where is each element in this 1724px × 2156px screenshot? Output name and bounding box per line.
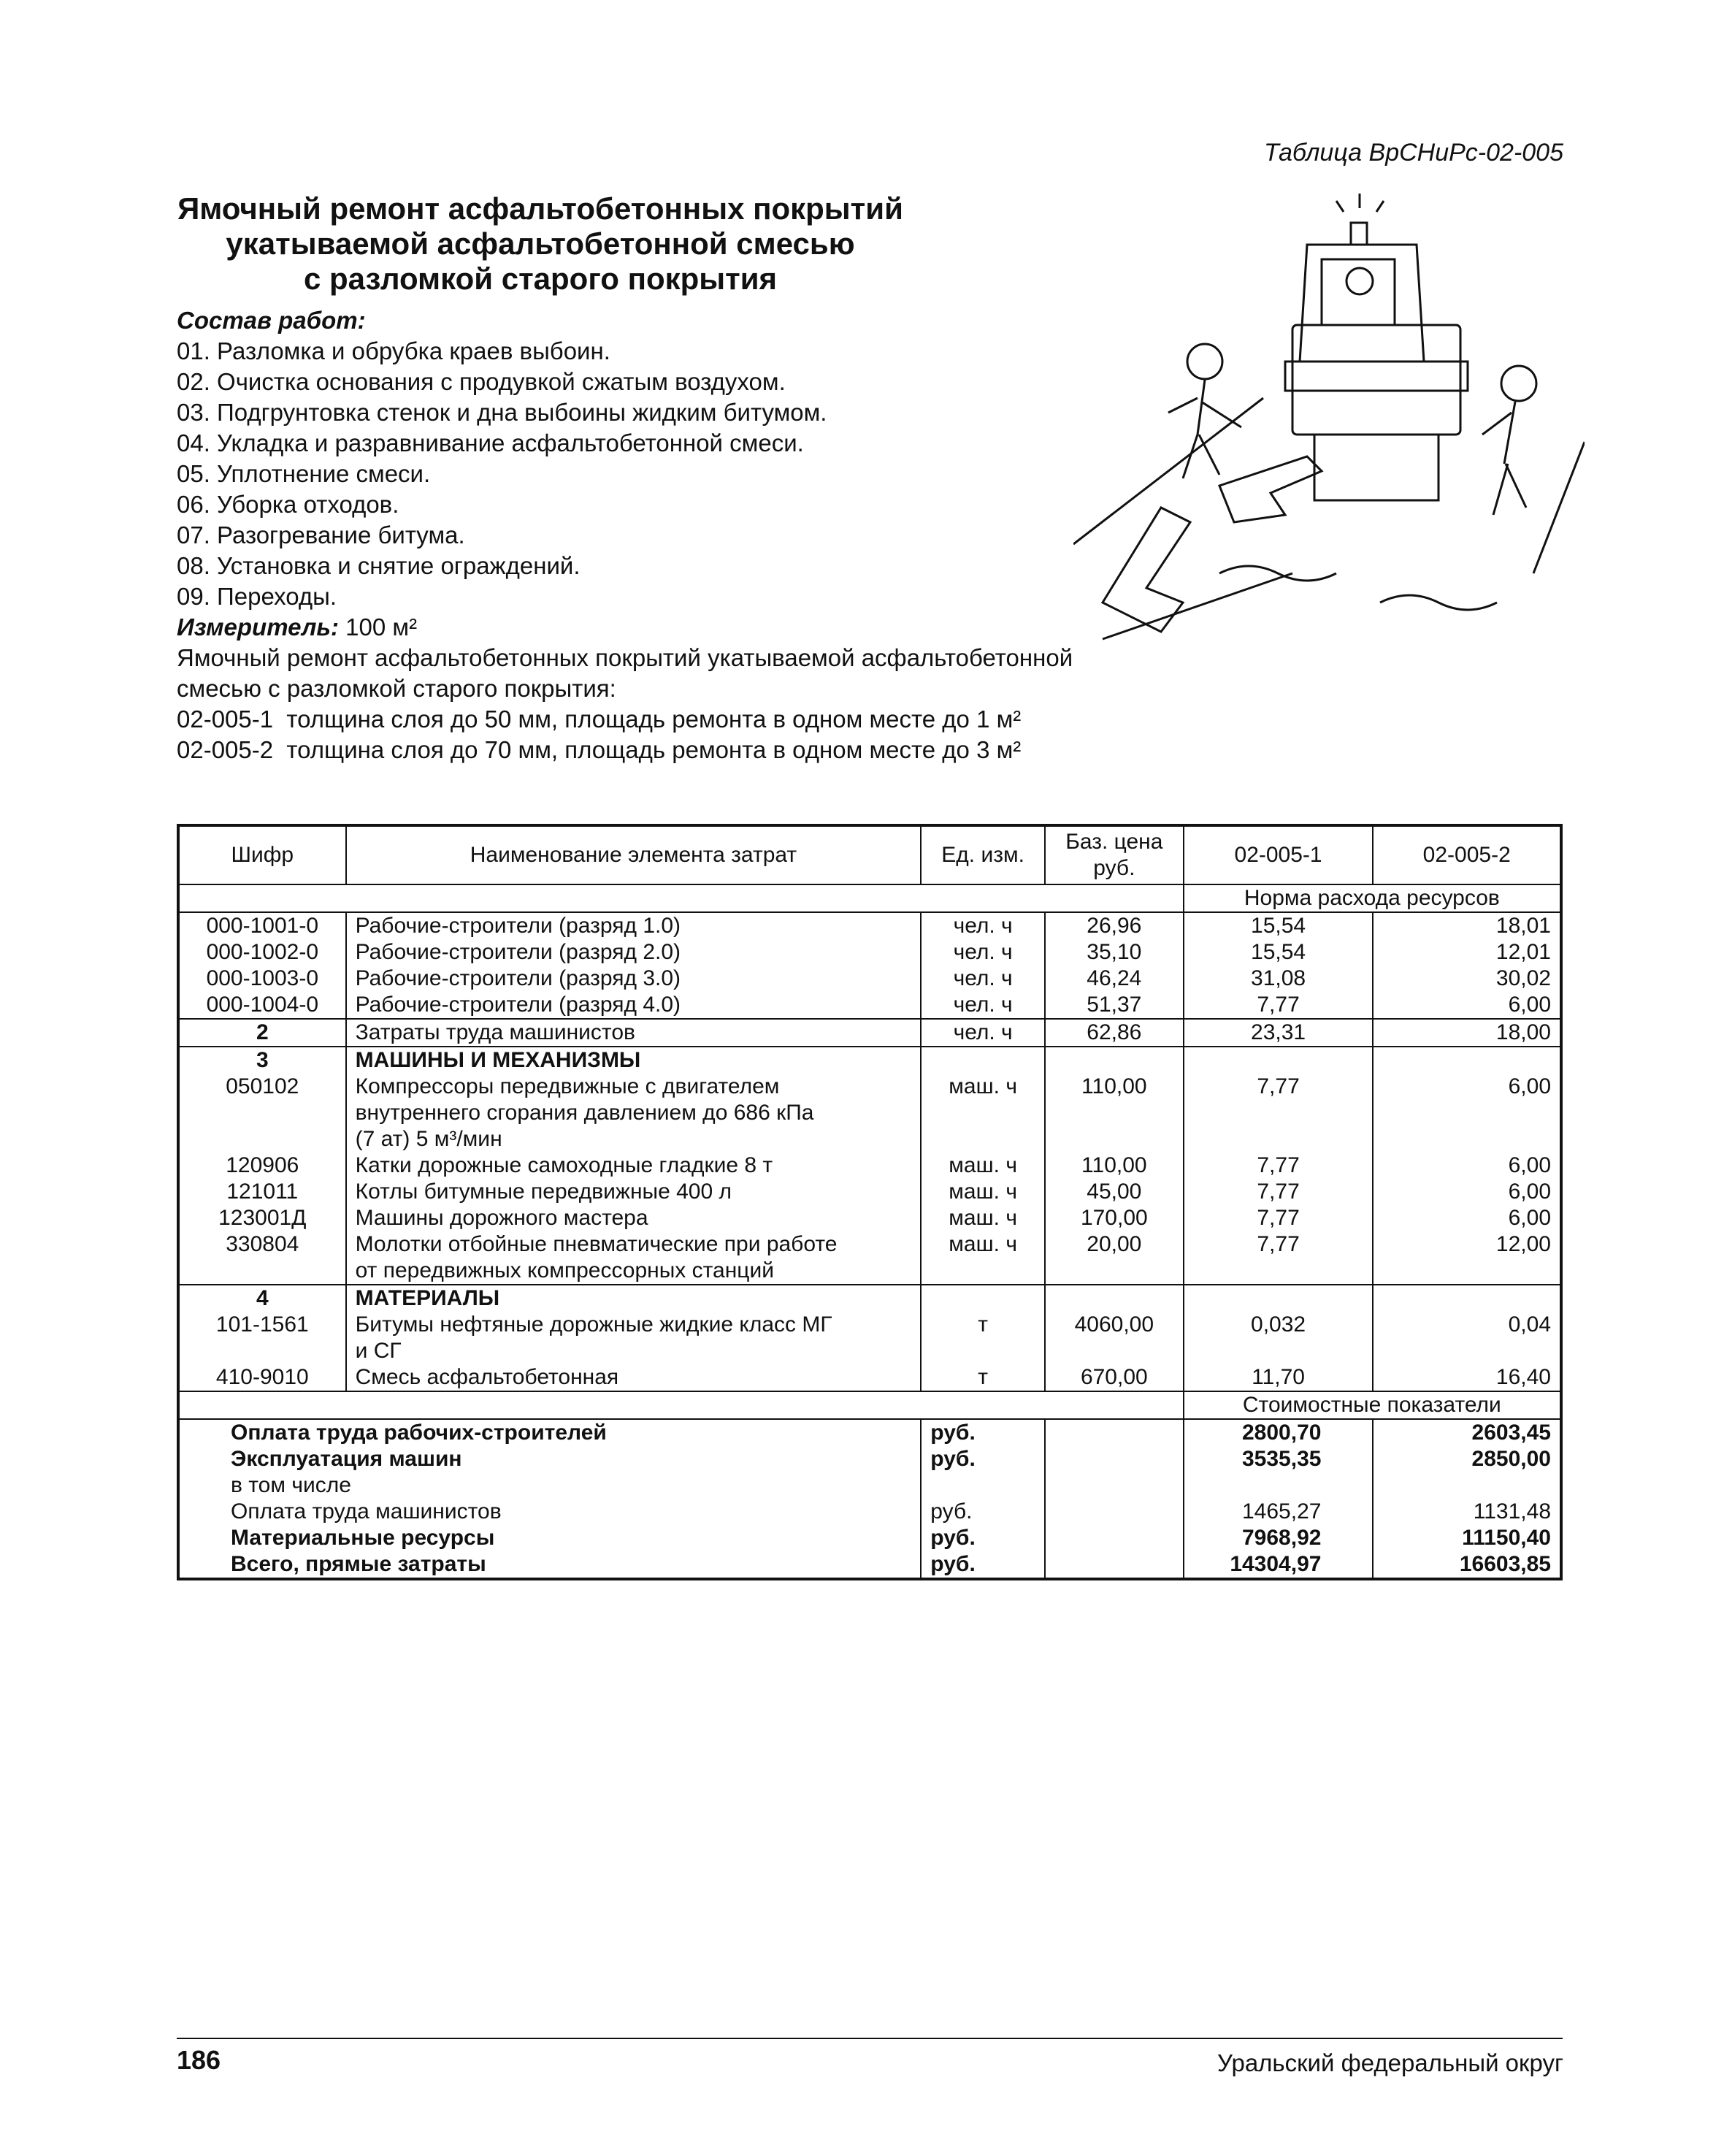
cell-code: 410-9010 <box>215 1365 309 1389</box>
roller-drum <box>1285 362 1468 391</box>
name-line: от передвижных компрессорных станций <box>355 1258 774 1282</box>
cost-v2: 2850,00 <box>1373 1446 1561 1472</box>
variant-line: 02-005-1 толщина слоя до 50 мм, площадь ремонта в одном месте до 1 м² <box>177 706 1022 733</box>
cell-name: Затраты труда машинистов <box>346 1019 922 1047</box>
cost-v1 <box>1184 1472 1374 1499</box>
header-variant-2: 02-005-2 <box>1373 825 1561 884</box>
cost-name: в том числе <box>231 1473 351 1497</box>
table-row <box>178 939 1561 966</box>
cell-code: 121011 <box>226 1180 299 1204</box>
region-name: Уральский федеральный округ <box>1217 2049 1563 2076</box>
meter-label: Измеритель: <box>177 613 339 641</box>
header-price: Баз. цена руб. <box>1045 825 1184 884</box>
cost-name: Эксплуатация машин <box>231 1447 462 1471</box>
work-item: 08. Установка и снятие ограждений. <box>177 552 581 579</box>
description-line: смесью с разломкой старого покрытия: <box>177 675 616 702</box>
cell-code: 330804 <box>226 1232 299 1256</box>
cell-code: 000-1002-0 <box>206 940 319 964</box>
norms-label-row <box>178 884 1561 912</box>
cell-v1: 15,54 <box>1184 939 1374 966</box>
table-row <box>178 1152 1561 1179</box>
cost-label-row <box>178 1391 1561 1419</box>
cost-row <box>178 1525 1561 1551</box>
title-line-1: Ямочный ремонт асфальтобетонных покрытий <box>177 191 903 226</box>
cell-name: Смесь асфальтобетонная <box>346 1364 922 1391</box>
cell-price: 4060,00 <box>1045 1312 1184 1364</box>
cell-v2: 6,00 <box>1373 1074 1561 1152</box>
cost-unit: руб. <box>921 1499 1045 1525</box>
cell-price: 26,96 <box>1045 912 1184 939</box>
cell-v1: 15,54 <box>1184 912 1374 939</box>
table-header-row <box>178 825 1561 884</box>
meter-line <box>177 612 1257 643</box>
cell-code: 2 <box>178 1019 346 1047</box>
norms-label: Норма расхода ресурсов <box>1184 884 1561 912</box>
table-row <box>178 1312 1561 1364</box>
section-header-row <box>178 1285 1561 1312</box>
header-code: Шифр <box>178 825 346 884</box>
cell-v2: 18,01 <box>1373 912 1561 939</box>
cell-unit: чел. ч <box>921 912 1045 939</box>
roller-body <box>1292 325 1460 435</box>
cell-v1: 7,77 <box>1184 1205 1374 1231</box>
cost-row <box>178 1419 1561 1446</box>
cell-unit: т <box>921 1312 1045 1364</box>
norms-table <box>177 824 1563 1580</box>
cost-v1: 14304,97 <box>1184 1551 1374 1579</box>
cell-v1: 0,032 <box>1184 1312 1374 1364</box>
cell-unit: маш. ч <box>921 1205 1045 1231</box>
name-line: внутреннего сгорания давлением до 686 кПа <box>355 1101 814 1125</box>
cell-v1: 7,77 <box>1184 992 1374 1019</box>
cell-v1: 7,77 <box>1184 1074 1374 1152</box>
cell-unit: чел. ч <box>921 966 1045 992</box>
cell-v2: 6,00 <box>1373 1179 1561 1205</box>
table-row <box>178 1019 1561 1047</box>
name-line: и СГ <box>355 1339 402 1363</box>
cell-v2: 30,02 <box>1373 966 1561 992</box>
cost-unit: руб. <box>921 1446 1045 1472</box>
table-row <box>178 1364 1561 1391</box>
cell-price: 20,00 <box>1045 1231 1184 1285</box>
cell-v1: 31,08 <box>1184 966 1374 992</box>
cell-unit: маш. ч <box>921 1179 1045 1205</box>
cell-code: 120906 <box>226 1153 299 1177</box>
name-line: Битумы нефтяные дорожные жидкие класс МГ <box>355 1312 832 1337</box>
cell-name: Котлы битумные передвижные 400 л <box>346 1179 922 1205</box>
cost-unit: руб. <box>921 1551 1045 1579</box>
cell-v1: 23,31 <box>1184 1019 1374 1047</box>
table-row <box>178 912 1561 939</box>
cell-unit: т <box>921 1364 1045 1391</box>
cost-v2: 2603,45 <box>1373 1419 1561 1446</box>
header-variant-1: 02-005-1 <box>1184 825 1374 884</box>
description-line: Ямочный ремонт асфальтобетонных покрытий укатываемой асфальтобетонной <box>177 644 1073 671</box>
cell-v1: 7,77 <box>1184 1231 1374 1285</box>
composition-label: Состав работ: <box>177 307 366 334</box>
footer-divider <box>177 2038 1563 2039</box>
cost-v1: 1465,27 <box>1184 1499 1374 1525</box>
page-title <box>175 191 905 297</box>
cost-v1: 3535,35 <box>1184 1446 1374 1472</box>
cell-v2: 6,00 <box>1373 1205 1561 1231</box>
work-item: 02. Очистка основания с продувкой сжатым воздухом. <box>177 368 786 395</box>
cost-v2: 16603,85 <box>1373 1551 1561 1579</box>
cost-v2: 11150,40 <box>1373 1525 1561 1551</box>
section-title: МАШИНЫ И МЕХАНИЗМЫ <box>346 1047 922 1074</box>
cost-name: Всего, прямые затраты <box>231 1552 486 1576</box>
cell-name <box>346 1074 922 1152</box>
cell-code: 101-1561 <box>215 1312 309 1337</box>
work-item: 01. Разломка и обрубка краев выбоин. <box>177 337 610 364</box>
cell-v2: 12,01 <box>1373 939 1561 966</box>
cell-v2: 16,40 <box>1373 1364 1561 1391</box>
cost-unit: руб. <box>921 1419 1045 1446</box>
cell-unit: маш. ч <box>921 1074 1045 1152</box>
cell-code: 000-1004-0 <box>206 993 319 1017</box>
cost-unit <box>921 1472 1045 1499</box>
cell-v1: 7,77 <box>1184 1152 1374 1179</box>
section-header-row <box>178 1047 1561 1074</box>
cell-v1: 11,70 <box>1184 1364 1374 1391</box>
table-id: Таблица ВрСНиРс-02-005 <box>1263 139 1563 167</box>
cost-v1: 2800,70 <box>1184 1419 1374 1446</box>
cost-name: Оплата труда машинистов <box>231 1499 502 1524</box>
cell-code: 123001Д <box>218 1206 307 1230</box>
table-row <box>178 966 1561 992</box>
worker-right-head <box>1501 366 1536 401</box>
work-item: 04. Укладка и разравнивание асфальтобетонной смеси. <box>177 429 804 456</box>
header-unit: Ед. изм. <box>921 825 1045 884</box>
cell-code: 050102 <box>226 1074 299 1098</box>
cell-v2: 12,00 <box>1373 1231 1561 1285</box>
cell-name <box>346 1312 922 1364</box>
work-item: 07. Разогревание битума. <box>177 521 465 548</box>
table-row <box>178 1205 1561 1231</box>
cost-unit: руб. <box>921 1525 1045 1551</box>
table-row <box>178 1179 1561 1205</box>
title-line-2: укатываемой асфальтобетонной смесью <box>226 226 855 261</box>
cell-price: 51,37 <box>1045 992 1184 1019</box>
cell-name: Машины дорожного мастера <box>346 1205 922 1231</box>
variant-line: 02-005-2 толщина слоя до 70 мм, площадь ремонта в одном месте до 3 м² <box>177 736 1022 763</box>
cell-price: 35,10 <box>1045 939 1184 966</box>
cell-unit: чел. ч <box>921 1019 1045 1047</box>
cost-v2 <box>1373 1472 1561 1499</box>
cell-v2: 6,00 <box>1373 992 1561 1019</box>
header-name: Наименование элемента затрат <box>346 825 922 884</box>
meter-value: 100 м² <box>345 613 418 641</box>
table-row <box>178 992 1561 1019</box>
work-item: 06. Уборка отходов. <box>177 491 399 518</box>
section-title: МАТЕРИАЛЫ <box>346 1285 922 1312</box>
cell-name: Рабочие-строители (разряд 4.0) <box>346 992 922 1019</box>
cost-row <box>178 1499 1561 1525</box>
name-line: Компрессоры передвижные с двигателем <box>355 1074 780 1098</box>
cell-v2: 18,00 <box>1373 1019 1561 1047</box>
cost-label: Стоимостные показатели <box>1184 1391 1561 1419</box>
table-row <box>178 1074 1561 1152</box>
cell-code: 4 <box>178 1285 346 1312</box>
cell-unit: чел. ч <box>921 939 1045 966</box>
page-number: 186 <box>177 2045 221 2075</box>
cell-code: 3 <box>178 1047 346 1074</box>
cost-name: Оплата труда рабочих-строителей <box>178 1419 921 1446</box>
name-line: Молотки отбойные пневматические при работе <box>355 1232 838 1256</box>
cell-code: 000-1001-0 <box>178 912 346 939</box>
cell-price: 670,00 <box>1045 1364 1184 1391</box>
cell-v2: 6,00 <box>1373 1152 1561 1179</box>
driver-head <box>1346 268 1373 294</box>
cost-row <box>178 1446 1561 1472</box>
cell-price: 46,24 <box>1045 966 1184 992</box>
cell-name <box>346 1231 922 1285</box>
cell-price: 170,00 <box>1045 1205 1184 1231</box>
cell-price: 110,00 <box>1045 1074 1184 1152</box>
cell-price: 62,86 <box>1045 1019 1184 1047</box>
composition-block <box>177 305 1257 765</box>
cell-v2: 0,04 <box>1373 1312 1561 1364</box>
cell-unit: маш. ч <box>921 1152 1045 1179</box>
cell-v1: 7,77 <box>1184 1179 1374 1205</box>
cell-name: Рабочие-строители (разряд 1.0) <box>346 912 922 939</box>
work-item: 05. Уплотнение смеси. <box>177 460 431 487</box>
cell-code: 000-1003-0 <box>206 966 319 990</box>
roller-cab <box>1300 245 1424 362</box>
cell-name: Рабочие-строители (разряд 2.0) <box>346 939 922 966</box>
work-item: 09. Переходы. <box>177 583 337 610</box>
title-line-3: с разломкой старого покрытия <box>303 261 778 296</box>
cell-name: Катки дорожные самоходные гладкие 8 т <box>346 1152 922 1179</box>
cell-name: Рабочие-строители (разряд 3.0) <box>346 966 922 992</box>
name-line: (7 ат) 5 м³/мин <box>355 1127 502 1151</box>
beacon <box>1351 223 1367 245</box>
cell-price: 45,00 <box>1045 1179 1184 1205</box>
cost-v1: 7968,92 <box>1184 1525 1374 1551</box>
work-item: 03. Подгрунтовка стенок и дна выбоины жидким битумом. <box>177 399 827 426</box>
table-row <box>178 1231 1561 1285</box>
cost-v2: 1131,48 <box>1373 1499 1561 1525</box>
cell-unit: чел. ч <box>921 992 1045 1019</box>
cell-price: 110,00 <box>1045 1152 1184 1179</box>
cost-row <box>178 1472 1561 1499</box>
cost-name: Материальные ресурсы <box>231 1526 495 1550</box>
cost-row <box>178 1551 1561 1579</box>
cell-unit: маш. ч <box>921 1231 1045 1285</box>
